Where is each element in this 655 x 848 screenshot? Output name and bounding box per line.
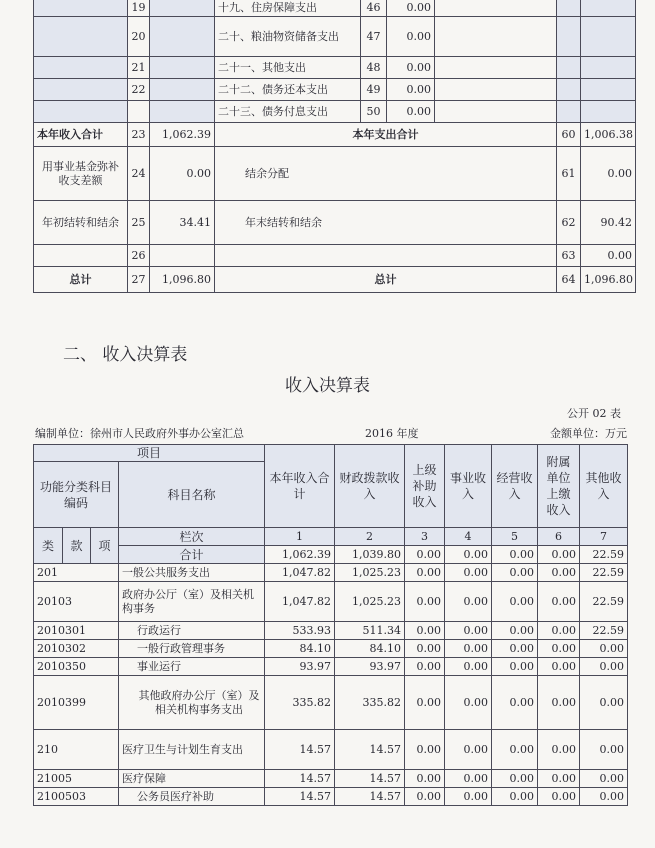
subject-name: 其他政府办公厅（室）及相关机构事务支出 <box>119 676 265 730</box>
carryover-row: 年初结转和结余 25 34.41 年末结转和结余 62 90.42 <box>34 201 636 245</box>
amount-cell: 22.59 <box>580 582 628 622</box>
amount-cell: 0.00 <box>538 622 580 640</box>
amount-cell: 0.00 <box>445 730 492 770</box>
amount-cell: 0.00 <box>405 676 445 730</box>
table-row: 26 63 0.00 <box>34 245 636 267</box>
col-header: 财政拨款收入 <box>335 445 405 528</box>
table-row: 22 二十二、债务还本支出 49 0.00 <box>34 79 636 101</box>
amount-cell: 0.00 <box>538 582 580 622</box>
amount-cell: 0.00 <box>580 658 628 676</box>
table-row: 19 十九、住房保障支出 46 0.00 <box>34 0 636 17</box>
amount-cell: 0.00 <box>405 582 445 622</box>
subject-name-header: 科目名称 <box>119 462 265 528</box>
table-row <box>34 582 628 622</box>
amount-cell: 14.57 <box>335 770 405 788</box>
table-row <box>34 730 628 770</box>
income-expenditure-summary-table <box>33 0 636 293</box>
amount-cell: 511.34 <box>335 622 405 640</box>
table-row <box>34 788 628 806</box>
amount-cell: 1,047.82 <box>265 582 335 622</box>
table-row <box>34 622 628 640</box>
page-edge <box>0 842 655 848</box>
header-row <box>34 445 628 462</box>
amount-cell: 0.00 <box>538 564 580 582</box>
seq-header: 栏次 <box>119 528 265 546</box>
amount-cell: 0.00 <box>405 770 445 788</box>
amount-cell: 14.57 <box>265 788 335 806</box>
amount-cell: 93.97 <box>335 658 405 676</box>
amount-cell: 0.00 <box>538 640 580 658</box>
col-header: 上级补助收入 <box>405 445 445 528</box>
amount-cell: 0.00 <box>580 770 628 788</box>
amount-cell: 0.00 <box>405 658 445 676</box>
subject-code: 210 <box>34 730 119 770</box>
table-row <box>34 770 628 788</box>
func-code-header: 功能分类科目编码 <box>34 462 119 528</box>
amount-cell: 0.00 <box>405 640 445 658</box>
subject-code: 20103 <box>34 582 119 622</box>
amount-cell: 0.00 <box>492 564 538 582</box>
amount-cell: 0.00 <box>492 770 538 788</box>
amount-cell: 0.00 <box>445 582 492 622</box>
subject-code: 21005 <box>34 770 119 788</box>
amount-cell: 0.00 <box>405 622 445 640</box>
table-row <box>34 676 628 730</box>
amount-cell: 1,025.23 <box>335 564 405 582</box>
table-row: 二十三、债务付息支出 50 0.00 <box>34 101 636 123</box>
total-row: 合计 1,062.39 1,039.80 0.00 0.00 0.00 0.00 22.59 <box>34 546 628 564</box>
amount-cell: 93.97 <box>265 658 335 676</box>
subject-name: 公务员医疗补助 <box>119 788 265 806</box>
amount-cell: 0.00 <box>492 730 538 770</box>
amount-cell: 0.00 <box>445 640 492 658</box>
amount-cell: 0.00 <box>405 788 445 806</box>
amount-cell: 1,047.82 <box>265 564 335 582</box>
amount-cell: 0.00 <box>445 788 492 806</box>
amount-cell: 0.00 <box>580 730 628 770</box>
amount-cell: 0.00 <box>405 564 445 582</box>
amount-cell: 14.57 <box>335 788 405 806</box>
subject-name: 医疗卫生与计划生育支出 <box>119 730 265 770</box>
amount-cell: 14.57 <box>265 730 335 770</box>
amount-cell: 0.00 <box>492 788 538 806</box>
amount-cell: 0.00 <box>538 788 580 806</box>
col-header: 经营收入 <box>492 445 538 528</box>
income-total-row: 本年收入合计 23 1,062.39 本年支出合计 60 1,006.38 <box>34 123 636 147</box>
table-row <box>34 658 628 676</box>
amount-cell: 0.00 <box>538 676 580 730</box>
table-row <box>34 640 628 658</box>
subject-code: 2010350 <box>34 658 119 676</box>
subject-code: 2010399 <box>34 676 119 730</box>
amount-cell: 0.00 <box>580 640 628 658</box>
subject-code: 2010302 <box>34 640 119 658</box>
col-header: 本年收入合计 <box>265 445 335 528</box>
table-row: 21 二十一、其他支出 48 0.00 <box>34 57 636 79</box>
subject-name: 政府办公厅（室）及相关机构事务 <box>119 582 265 622</box>
section-title: 二、 收入决算表 <box>63 345 188 365</box>
subject-name: 一般公共服务支出 <box>119 564 265 582</box>
amount-cell: 0.00 <box>580 788 628 806</box>
subject-name: 事业运行 <box>119 658 265 676</box>
amount-cell: 84.10 <box>265 640 335 658</box>
amount-cell: 0.00 <box>492 640 538 658</box>
header-row: 类 款 项 栏次 1 2 3 4 5 6 7 <box>34 528 628 546</box>
grand-total-row: 总计 27 1,096.80 总计 64 1,096.80 <box>34 267 636 293</box>
col-header: 附属单位上缴收入 <box>538 445 580 528</box>
org-label: 编制单位：徐州市人民政府外事办公室汇总 <box>35 427 244 440</box>
amount-cell: 0.00 <box>445 658 492 676</box>
amount-cell: 335.82 <box>335 676 405 730</box>
amount-cell: 0.00 <box>445 564 492 582</box>
amount-cell: 84.10 <box>335 640 405 658</box>
amount-cell: 1,025.23 <box>335 582 405 622</box>
amount-cell: 0.00 <box>538 770 580 788</box>
item-header: 项目 <box>34 445 265 462</box>
total-label: 合计 <box>119 546 265 564</box>
fund-balance-row: 用事业基金弥补收支差额 24 0.00 结余分配 61 0.00 <box>34 147 636 201</box>
table-title: 收入决算表 <box>285 376 370 396</box>
amount-cell: 14.57 <box>265 770 335 788</box>
amount-cell: 0.00 <box>580 676 628 730</box>
subject-name: 医疗保障 <box>119 770 265 788</box>
amount-cell: 14.57 <box>335 730 405 770</box>
amount-cell: 0.00 <box>445 770 492 788</box>
income-statement-table <box>33 444 628 806</box>
subject-name: 行政运行 <box>119 622 265 640</box>
amount-cell: 0.00 <box>492 622 538 640</box>
subject-code: 2100503 <box>34 788 119 806</box>
subject-name: 一般行政管理事务 <box>119 640 265 658</box>
subject-code: 2010301 <box>34 622 119 640</box>
form-code: 公开 02 表 <box>567 407 621 420</box>
table-row: 20 二十、粮油物资储备支出 47 0.00 <box>34 17 636 57</box>
amount-cell: 0.00 <box>492 676 538 730</box>
amount-cell: 0.00 <box>492 582 538 622</box>
amount-cell: 0.00 <box>492 658 538 676</box>
amount-cell: 22.59 <box>580 622 628 640</box>
amount-cell: 0.00 <box>538 658 580 676</box>
amount-cell: 0.00 <box>538 730 580 770</box>
amount-cell: 0.00 <box>445 622 492 640</box>
year-label: 2016 年度 <box>365 427 419 440</box>
col-header: 其他收入 <box>580 445 628 528</box>
amount-cell: 22.59 <box>580 564 628 582</box>
amount-cell: 0.00 <box>405 730 445 770</box>
amount-cell: 0.00 <box>445 676 492 730</box>
table-row <box>34 564 628 582</box>
unit-label: 金额单位：万元 <box>550 427 627 440</box>
col-header: 事业收入 <box>445 445 492 528</box>
amount-cell: 533.93 <box>265 622 335 640</box>
subject-code: 201 <box>34 564 119 582</box>
amount-cell: 335.82 <box>265 676 335 730</box>
